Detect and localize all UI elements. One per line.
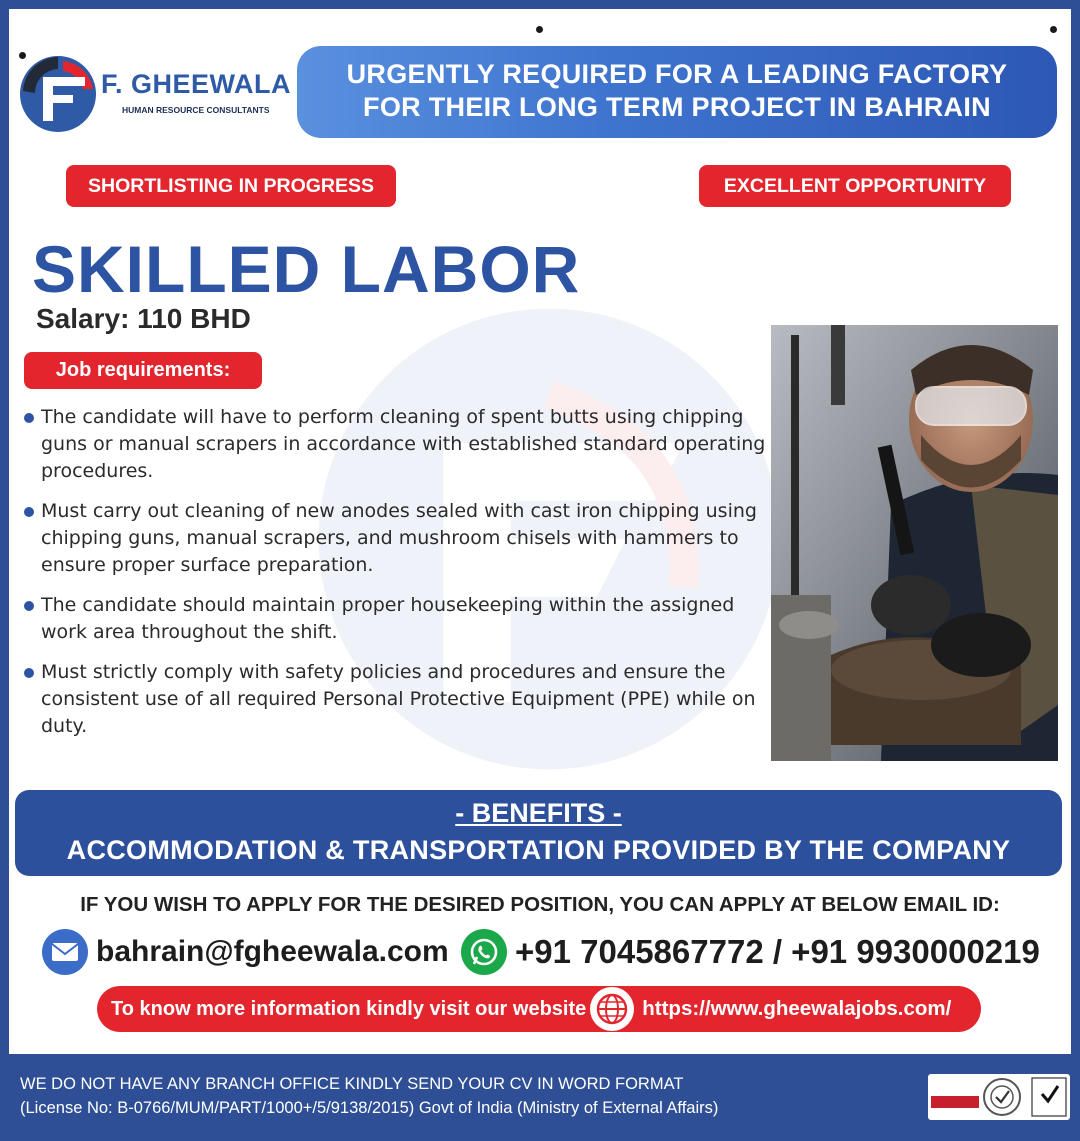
header-line-1: URGENTLY REQUIRED FOR A LEADING FACTORY (346, 59, 1008, 89)
benefits-title: - BENEFITS - (455, 798, 622, 828)
salary: Salary: 110 BHD (36, 303, 251, 334)
website-bar[interactable] (97, 986, 981, 1032)
header-line-2: FOR THEIR LONG TERM PROJECT IN BAHRAIN (363, 92, 991, 122)
shortlisting-badge: SHORTLISTING IN PROGRESS (66, 165, 396, 207)
apply-instructions: IF YOU WISH TO APPLY FOR THE DESIRED POSITION, YOU CAN APPLY AT BELOW EMAIL ID: (80, 893, 1000, 916)
poster (9, 9, 1071, 1054)
job-title: SKILLED LABOR (32, 232, 581, 306)
list-item (24, 404, 774, 485)
footer-license: (License No: B-0766/MUM/PART/1000+/5/9138/2015) Govt of India (Ministry of External Affairs) (20, 1099, 719, 1117)
decor-dot (536, 26, 543, 33)
decor-dot (1050, 26, 1057, 33)
list-item (24, 592, 774, 646)
header-banner (297, 46, 1057, 138)
list-item (24, 498, 774, 579)
email-address[interactable]: bahrain@fgheewala.com (96, 935, 449, 968)
whatsapp-icon (461, 929, 507, 975)
worker-photo (771, 325, 1058, 761)
logo-mark-icon (17, 53, 99, 135)
company-name: F. GHEEWALA (101, 69, 292, 99)
certification-seal-icon (928, 1074, 1070, 1120)
requirements-label: Job requirements: (24, 352, 262, 389)
requirement-text: Must strictly comply with safety policies and procedures and ensure the consistent use of all required Personal Protective Equipment (PPE) while on duty. (41, 661, 756, 737)
mail-icon (42, 929, 88, 975)
benefits-banner (15, 790, 1062, 876)
company-tagline: HUMAN RESOURCE CONSULTANTS (122, 105, 270, 115)
benefits-text: ACCOMMODATION & TRANSPORTATION PROVIDED BY THE COMPANY (66, 835, 1011, 865)
opportunity-badge: EXCELLENT OPPORTUNITY (699, 165, 1011, 207)
phone-numbers[interactable]: +91 7045867772 / +91 9930000219 (515, 933, 1040, 970)
email-contact[interactable] (42, 927, 449, 977)
requirement-text: Must carry out cleaning of new anodes sealed with cast iron chipping using chipping guns, manual scrapers, and mushroom chisels with hammers to ensure proper surface preparation. (41, 500, 757, 576)
globe-icon (590, 987, 634, 1031)
bullet-icon (24, 507, 34, 517)
footer-notice: WE DO NOT HAVE ANY BRANCH OFFICE KINDLY SEND YOUR CV IN WORD FORMAT (20, 1075, 684, 1093)
website-label: To know more information kindly visit our website (111, 997, 587, 1020)
bullet-icon (24, 668, 34, 678)
phone-contact[interactable] (461, 927, 1040, 977)
requirement-text: The candidate will have to perform cleaning of spent butts using chipping guns or manual scrapers in accordance with established standard operating procedures. (41, 406, 766, 482)
bullet-icon (24, 601, 34, 611)
footer (0, 1054, 1080, 1141)
website-link[interactable]: https://www.gheewalajobs.com/ (642, 997, 952, 1020)
requirement-text: The candidate should maintain proper housekeeping within the assigned work area throughout the shift. (41, 594, 735, 643)
bullet-icon (24, 413, 34, 423)
requirements-list (24, 404, 774, 753)
company-logo (17, 53, 292, 135)
list-item (24, 659, 774, 740)
